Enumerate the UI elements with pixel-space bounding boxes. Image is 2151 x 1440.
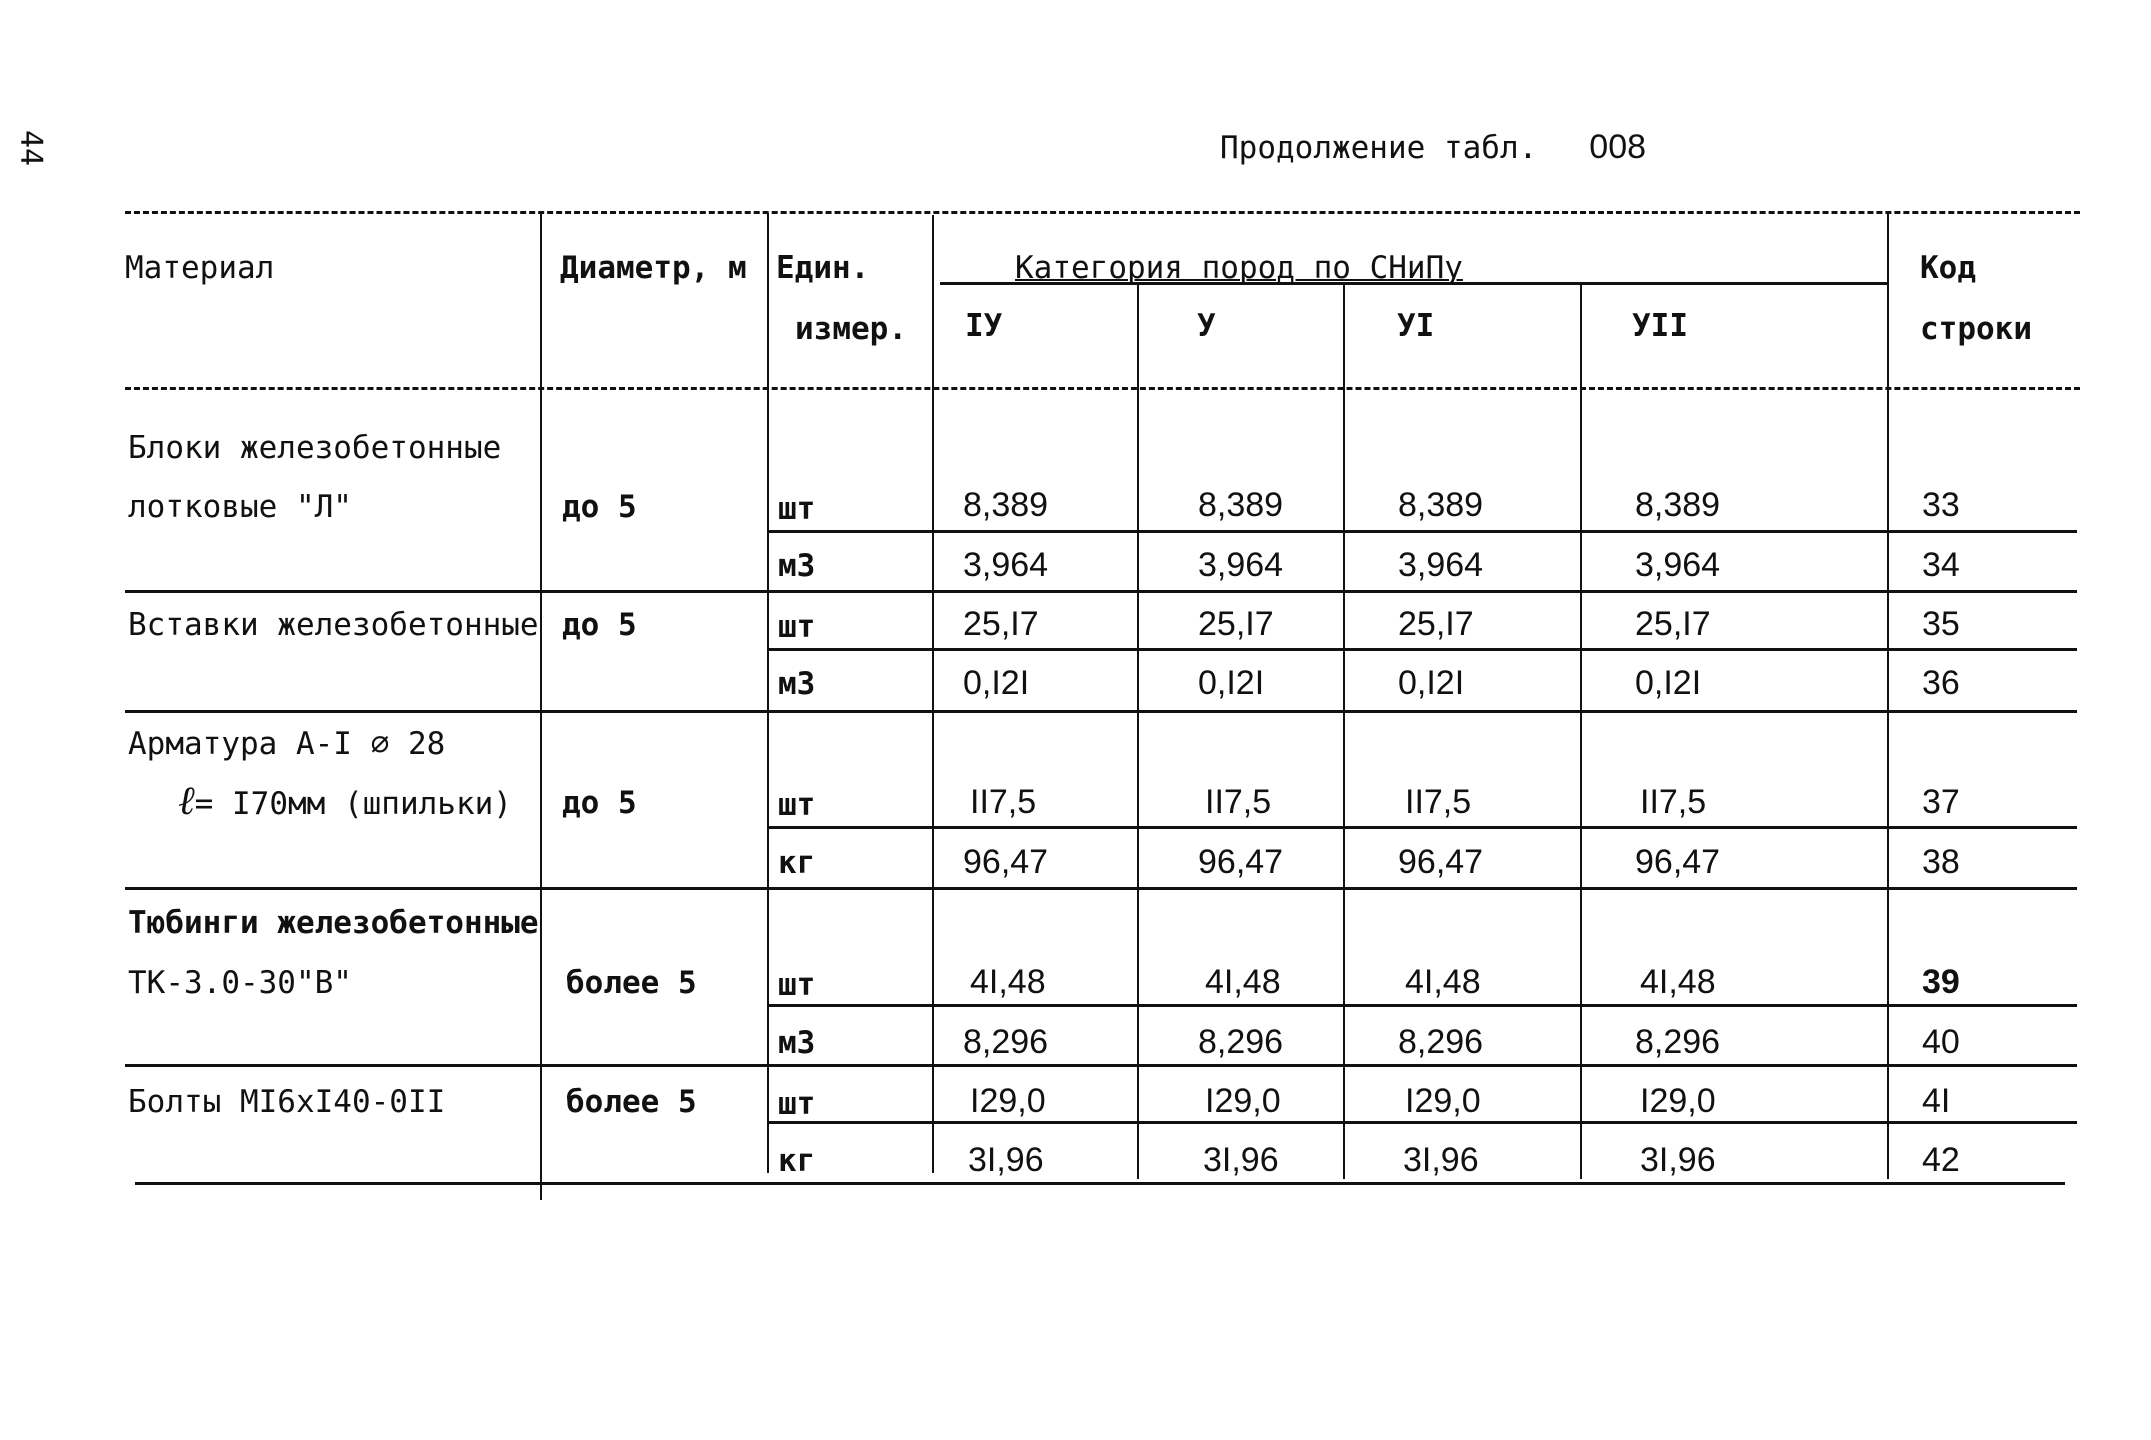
row-code: 34: [1922, 546, 1960, 584]
table-cell-value: 8,296: [1198, 1023, 1284, 1061]
rule-header-bottom: [125, 387, 2080, 390]
col-rule-cat1: [1137, 284, 1139, 1179]
row-code: 37: [1922, 783, 1960, 821]
table-cell-value: 3,964: [1398, 546, 1484, 584]
page-number: 44: [13, 130, 48, 167]
col-rule-cat2: [1343, 284, 1345, 1179]
table-cell-value: 4I,48: [970, 963, 1046, 1001]
col-rule-material: [540, 213, 542, 1200]
diameter-value: более 5: [566, 965, 697, 1001]
row-code: 35: [1922, 605, 1960, 643]
table-cell-value: 25,I7: [963, 605, 1039, 643]
diameter-value: до 5: [562, 489, 637, 525]
header-category-2: У: [1197, 308, 1216, 344]
unit-value: м3: [778, 548, 816, 584]
table-cell-value: 3I,96: [968, 1141, 1044, 1179]
header-category-1: IУ: [965, 308, 1003, 344]
unit-value: шт: [778, 491, 816, 527]
material-name: Арматура А-I ∅ 28: [128, 726, 446, 762]
table-cell-value: 8,296: [1635, 1023, 1721, 1061]
row-code: 39: [1922, 963, 1960, 1001]
header-material: Материал: [125, 250, 275, 286]
rule-row: [767, 530, 2077, 533]
table-cell-value: 4I,48: [1205, 963, 1281, 1001]
diameter-value: до 5: [562, 607, 637, 643]
diameter-value: до 5: [562, 785, 637, 821]
table-cell-value: 8,389: [1198, 486, 1284, 524]
row-code: 42: [1922, 1141, 1960, 1179]
material-name: ТК-3.0-30"В": [128, 965, 352, 1001]
header-unit-line1: Един.: [776, 250, 870, 286]
col-rule-cat3: [1580, 284, 1582, 1179]
table-cell-value: 3I,96: [1203, 1141, 1279, 1179]
table-cell-value: II7,5: [1205, 783, 1272, 821]
table-cell-value: 3,964: [1198, 546, 1284, 584]
header-category-4: УII: [1632, 308, 1688, 344]
table-cell-value: 4I,48: [1405, 963, 1481, 1001]
row-code: 36: [1922, 664, 1960, 702]
unit-value: шт: [778, 1086, 816, 1122]
table-cell-value: 4I,48: [1640, 963, 1716, 1001]
table-cell-value: 96,47: [1198, 843, 1284, 881]
table-cell-value: I29,0: [970, 1082, 1046, 1120]
table-cell-value: 0,I2I: [1398, 664, 1465, 702]
table-cell-value: 8,389: [1635, 486, 1721, 524]
rule-group: [125, 887, 2077, 890]
material-name: Тюбинги железобетонные: [128, 905, 539, 941]
unit-value: кг: [778, 845, 816, 881]
header-code-line2: строки: [1920, 311, 2032, 347]
rule-group: [125, 590, 2077, 593]
table-cell-value: 8,389: [963, 486, 1049, 524]
table-cell-value: 8,389: [1398, 486, 1484, 524]
material-name: = I70мм (шпильки): [194, 786, 512, 822]
table-cell-value: 96,47: [963, 843, 1049, 881]
table-cell-value: 25,I7: [1398, 605, 1474, 643]
table-cell-value: 96,47: [1398, 843, 1484, 881]
col-rule-diameter: [767, 213, 769, 1173]
rule-row: [767, 648, 2077, 651]
table-cell-value: 0,I2I: [1198, 664, 1265, 702]
table-cell-value: 8,296: [963, 1023, 1049, 1061]
unit-value: кг: [778, 1143, 816, 1179]
rule-group: [125, 1064, 2077, 1067]
table-cell-value: 96,47: [1635, 843, 1721, 881]
length-symbol-icon: ℓ: [178, 778, 195, 823]
header-diameter: Диаметр, м: [560, 250, 747, 286]
rule-bottom: [135, 1182, 2065, 1185]
material-name: лотковые "Л": [128, 489, 352, 525]
table-cell-value: 25,I7: [1198, 605, 1274, 643]
material-name-line2: [178, 778, 512, 824]
rule-group: [125, 710, 2077, 713]
table-cell-value: 3,964: [1635, 546, 1721, 584]
row-code: 4I: [1922, 1082, 1951, 1120]
caption-table-number: 008: [1589, 128, 1647, 166]
table-cell-value: I29,0: [1640, 1082, 1716, 1120]
unit-value: шт: [778, 967, 816, 1003]
table-cell-value: 0,I2I: [963, 664, 1030, 702]
material-name: Болты МI6хI40-0II: [128, 1084, 446, 1120]
table-cell-value: II7,5: [1640, 783, 1707, 821]
table-cell-value: I29,0: [1205, 1082, 1281, 1120]
table-cell-value: I29,0: [1405, 1082, 1481, 1120]
unit-value: м3: [778, 666, 816, 702]
diameter-value: более 5: [566, 1084, 697, 1120]
col-rule-unit: [932, 215, 934, 1173]
table-cell-value: 0,I2I: [1635, 664, 1702, 702]
table-cell-value: 3,964: [963, 546, 1049, 584]
unit-value: шт: [778, 609, 816, 645]
material-name: Вставки железобетонные: [128, 607, 539, 643]
table-cell-value: 25,I7: [1635, 605, 1711, 643]
table-cell-value: II7,5: [970, 783, 1037, 821]
row-code: 33: [1922, 486, 1960, 524]
row-code: 38: [1922, 843, 1960, 881]
table-cell-value: 3I,96: [1403, 1141, 1479, 1179]
header-unit-line2: измер.: [795, 311, 907, 347]
header-code-line1: Код: [1920, 250, 1976, 286]
rule-row: [767, 1004, 2077, 1007]
rule-top: [125, 211, 2080, 214]
row-code: 40: [1922, 1023, 1960, 1061]
rule-row: [767, 1121, 2077, 1124]
header-category-3: УI: [1397, 308, 1435, 344]
caption-text: Продолжение табл.: [1220, 130, 1538, 166]
unit-value: шт: [778, 787, 816, 823]
material-name: Блоки железобетонные: [128, 430, 502, 466]
table-caption: [1220, 128, 1646, 167]
header-category-group: Категория пород по СНиПу: [1015, 250, 1463, 286]
unit-value: м3: [778, 1025, 816, 1061]
table-cell-value: II7,5: [1405, 783, 1472, 821]
table-cell-value: 3I,96: [1640, 1141, 1716, 1179]
rule-row: [767, 826, 2077, 829]
col-rule-cat4: [1887, 211, 1889, 1179]
table-cell-value: 8,296: [1398, 1023, 1484, 1061]
